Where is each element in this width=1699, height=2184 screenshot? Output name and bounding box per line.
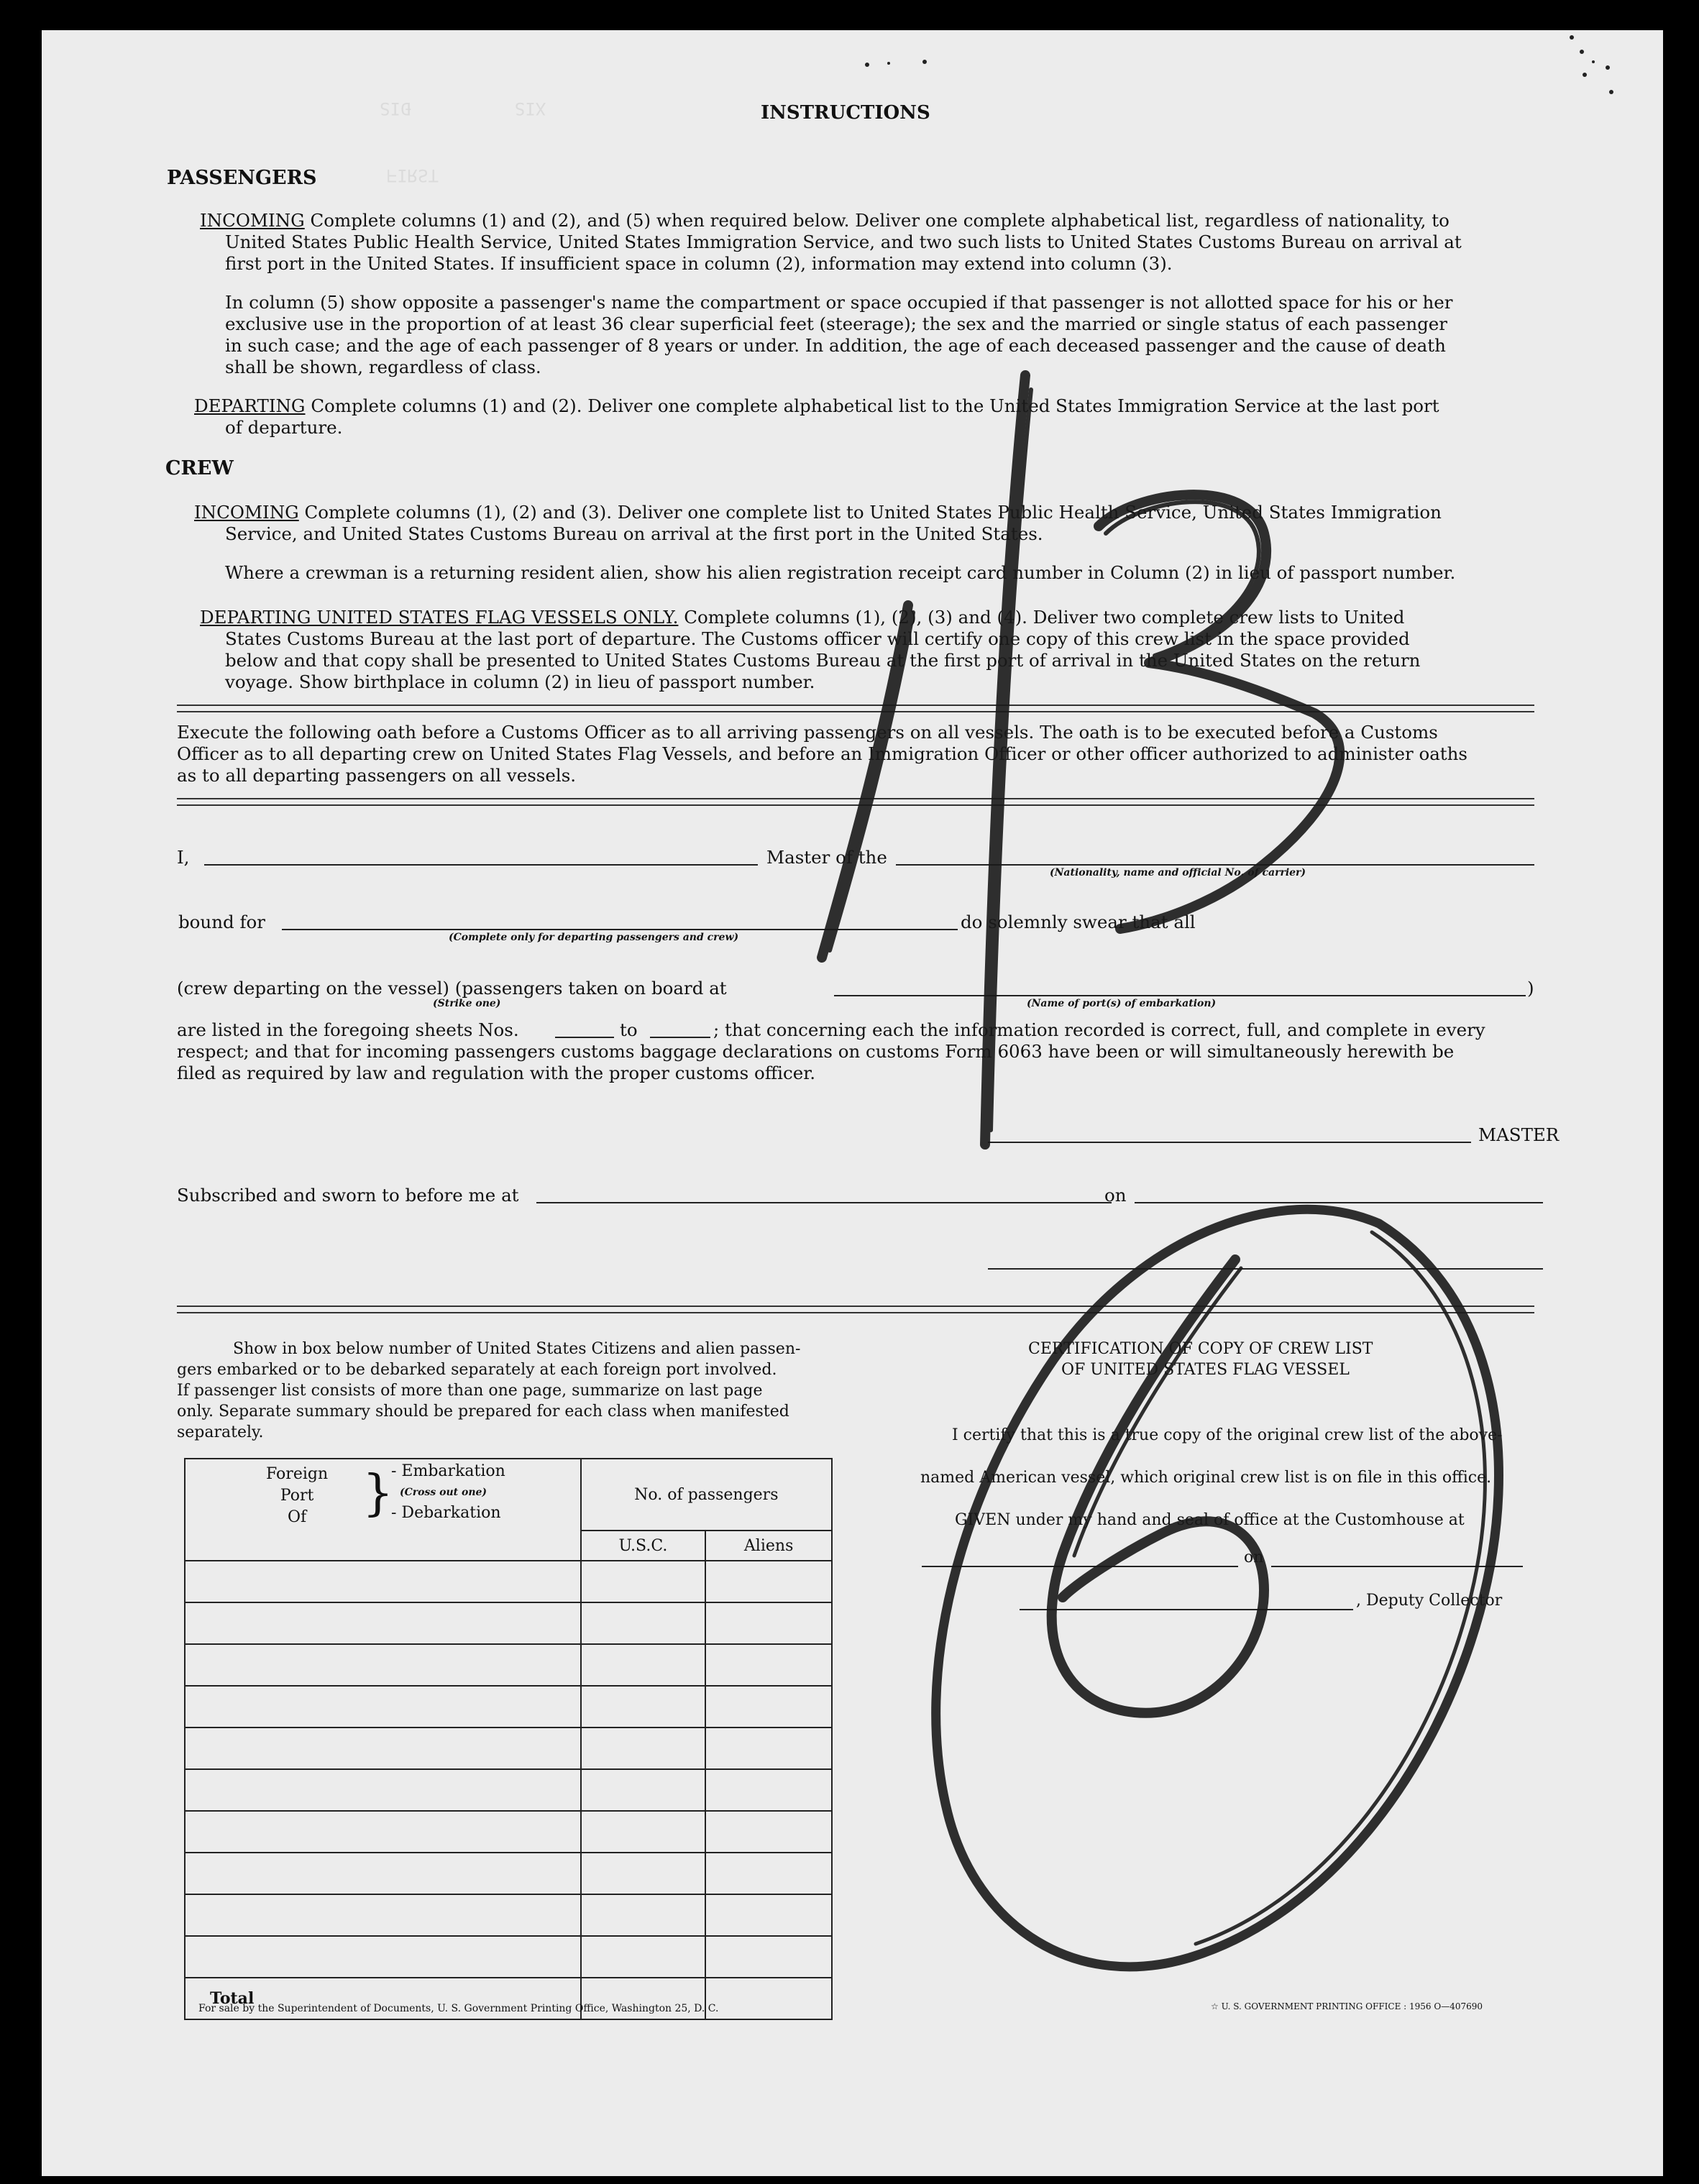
close-paren: ) (1527, 978, 1534, 999)
of-label: Of (287, 1508, 307, 1526)
bound-for-label: bound for (178, 912, 265, 932)
passengers-incoming-line-1: INCOMING Complete columns (1) and (2), and (5) when required below. Deliver one complete alphabetical list, regardless of nationality, to (200, 210, 1450, 231)
crew-incoming-label: INCOMING (194, 502, 299, 523)
bleed-through: XIS ĐIS (380, 98, 546, 119)
oath-intro-line-2: Officer as to all departing crew on United States Flag Vessels, and before an Immigration Officer or other officer authorized to administer oaths (177, 743, 1467, 764)
certification-text-2: named American vessel, which original crew list is on file in this office. (920, 1469, 1492, 1487)
oath-i-label: I, (177, 847, 190, 868)
debarkation-label: - Debarkation (391, 1504, 501, 1522)
listed-to: to (620, 1019, 638, 1040)
brace-icon: } (362, 1465, 394, 1522)
listed-line-2: respect; and that for incoming passengers customs baggage declarations on customs Form 6063 have been or will simultaneously herewith be (177, 1041, 1455, 1062)
summary-instructions-1: Show in box below number of United States Citizens and alien passen- (233, 1340, 801, 1358)
listed-line-3: filed as required by law and regulation with the proper customs officer. (177, 1063, 816, 1083)
aliens-header: Aliens (705, 1531, 832, 1561)
crew-passengers-text: (crew departing on the vessel) (passengers taken on board at (177, 978, 727, 999)
passengers-departing-line-2: of departure. (225, 417, 343, 438)
page-title: INSTRUCTIONS (761, 102, 930, 124)
master-label: MASTER (1478, 1124, 1560, 1145)
no-passengers-header: No. of passengers (581, 1459, 832, 1531)
passengers-incoming-line-3: first port in the United States. If insufficient space in column (2), information may extend into column (3). (225, 253, 1173, 274)
certification-text-1: I certify that this is a true copy of the original crew list of the above- (952, 1426, 1503, 1444)
total-label: Total (185, 1978, 581, 2019)
crew-heading: CREW (165, 457, 234, 480)
crew-resident-text: Where a crewman is a returning resident alien, show his alien registration receipt card number in Column (2) in lieu of passport number. (225, 562, 1456, 583)
summary-instructions-2: gers embarked or to be debarked separately at each foreign port involved. (177, 1361, 777, 1379)
bleed-through: TƧЯIᖷ (387, 165, 439, 185)
usc-header: U.S.C. (581, 1531, 706, 1561)
column5-line-4: shall be shown, regardless of class. (225, 357, 541, 377)
crew-departing-line-3: below and that copy shall be presented to United States Customs Bureau at the first port of arrival in the United States on the return (225, 650, 1421, 671)
passengers-incoming-label: INCOMING (200, 210, 305, 231)
oath-intro-line-3: as to all departing passengers on all vessels. (177, 765, 577, 786)
certification-title-1: CERTIFICATION OF COPY OF CREW LIST (1028, 1340, 1373, 1358)
cross-out-caption: (Cross out one) (400, 1487, 487, 1498)
certification-text-3: GIVEN under my hand and seal of office at the Customhouse at (955, 1511, 1465, 1529)
footer-right: ☆ U. S. GOVERNMENT PRINTING OFFICE : 1956 O—407690 (1211, 2001, 1483, 2011)
oath-intro-line-1: Execute the following oath before a Customs Officer as to all arriving passengers on all vessels. The oath is to be executed before a Customs (177, 722, 1438, 743)
handwritten-marks (42, 30, 1663, 2176)
listed-line-1b: ; that concerning each the information recorded is correct, full, and complete in every (713, 1019, 1485, 1040)
strike-one-caption: (Strike one) (433, 998, 501, 1009)
passengers-incoming-line-2: United States Public Health Service, United States Immigration Service, and two such lists to United States Customs Bureau on arrival at (225, 231, 1462, 252)
summary-instructions-4: only. Separate summary should be prepared for each class when manifested (177, 1403, 789, 1421)
subscribed-label: Subscribed and sworn to before me at (177, 1185, 519, 1206)
column5-line-3: in such case; and the age of each passenger of 8 years or under. In addition, the age of each deceased passenger and the cause of death (225, 335, 1446, 356)
crew-departing-line-4: voyage. Show birthplace in column (2) in lieu of passport number. (225, 671, 815, 692)
form-page (42, 30, 1663, 2176)
passengers-departing-line-1: DEPARTING Complete columns (1) and (2). Deliver one complete alphabetical list to the United States Immigration Service at the last port (194, 395, 1439, 416)
embarkation-label: - Embarkation (391, 1462, 505, 1480)
swear-text: do solemnly swear that all (961, 912, 1196, 932)
column5-line-1: In column (5) show opposite a passenger's name the compartment or space occupied if that passenger is not allotted space for his or her (225, 292, 1453, 313)
bound-for-caption: (Complete only for departing passengers and crew) (449, 932, 739, 943)
passengers-departing-label: DEPARTING (194, 395, 306, 416)
passengers-heading: PASSENGERS (167, 167, 317, 189)
deputy-collector-label: , Deputy Collector (1356, 1592, 1503, 1610)
listed-line-1a: are listed in the foregoing sheets Nos. (177, 1019, 519, 1040)
crew-departing-line-2: States Customs Bureau at the last port of departure. The Customs officer will certify one copy of this crew list in the space provided (225, 628, 1410, 649)
crew-departing-line-1: DEPARTING UNITED STATES FLAG VESSELS ONLY. Complete columns (1), (2), (3) and (4). Deliver two complete crew lists to United (200, 607, 1405, 628)
footer-left: For sale by the Superintendent of Documents, U. S. Government Printing Office, Washington 25, D. C. (198, 2003, 719, 2014)
foreign-label: Foreign (266, 1465, 329, 1483)
certification-title-2: OF UNITED STATES FLAG VESSEL (1061, 1361, 1350, 1379)
summary-instructions-5: separately. (177, 1423, 264, 1441)
ports-caption: (Name of port(s) of embarkation) (1027, 998, 1217, 1009)
master-of-label: Master of the (766, 847, 887, 868)
crew-incoming-line-2: Service, and United States Customs Bureau on arrival at the first port in the United States. (225, 523, 1043, 544)
crew-incoming-line-1: INCOMING Complete columns (1), (2) and (3). Deliver one complete list to United States Public Health Service, United States Immigration (194, 502, 1442, 523)
crew-departing-label: DEPARTING UNITED STATES FLAG VESSELS ONLY. (200, 607, 679, 628)
column5-line-2: exclusive use in the proportion of at least 36 clear superficial feet (steerage); the sex and the married or single status of each passenger (225, 313, 1447, 334)
sworn-on-label: on (1104, 1185, 1127, 1206)
certification-on-label: on (1244, 1548, 1264, 1566)
carrier-caption: (Nationality, name and official No. of carrier) (1050, 867, 1306, 878)
port-label: Port (280, 1487, 314, 1505)
summary-instructions-3: If passenger list consists of more than one page, summarize on last page (177, 1382, 763, 1400)
